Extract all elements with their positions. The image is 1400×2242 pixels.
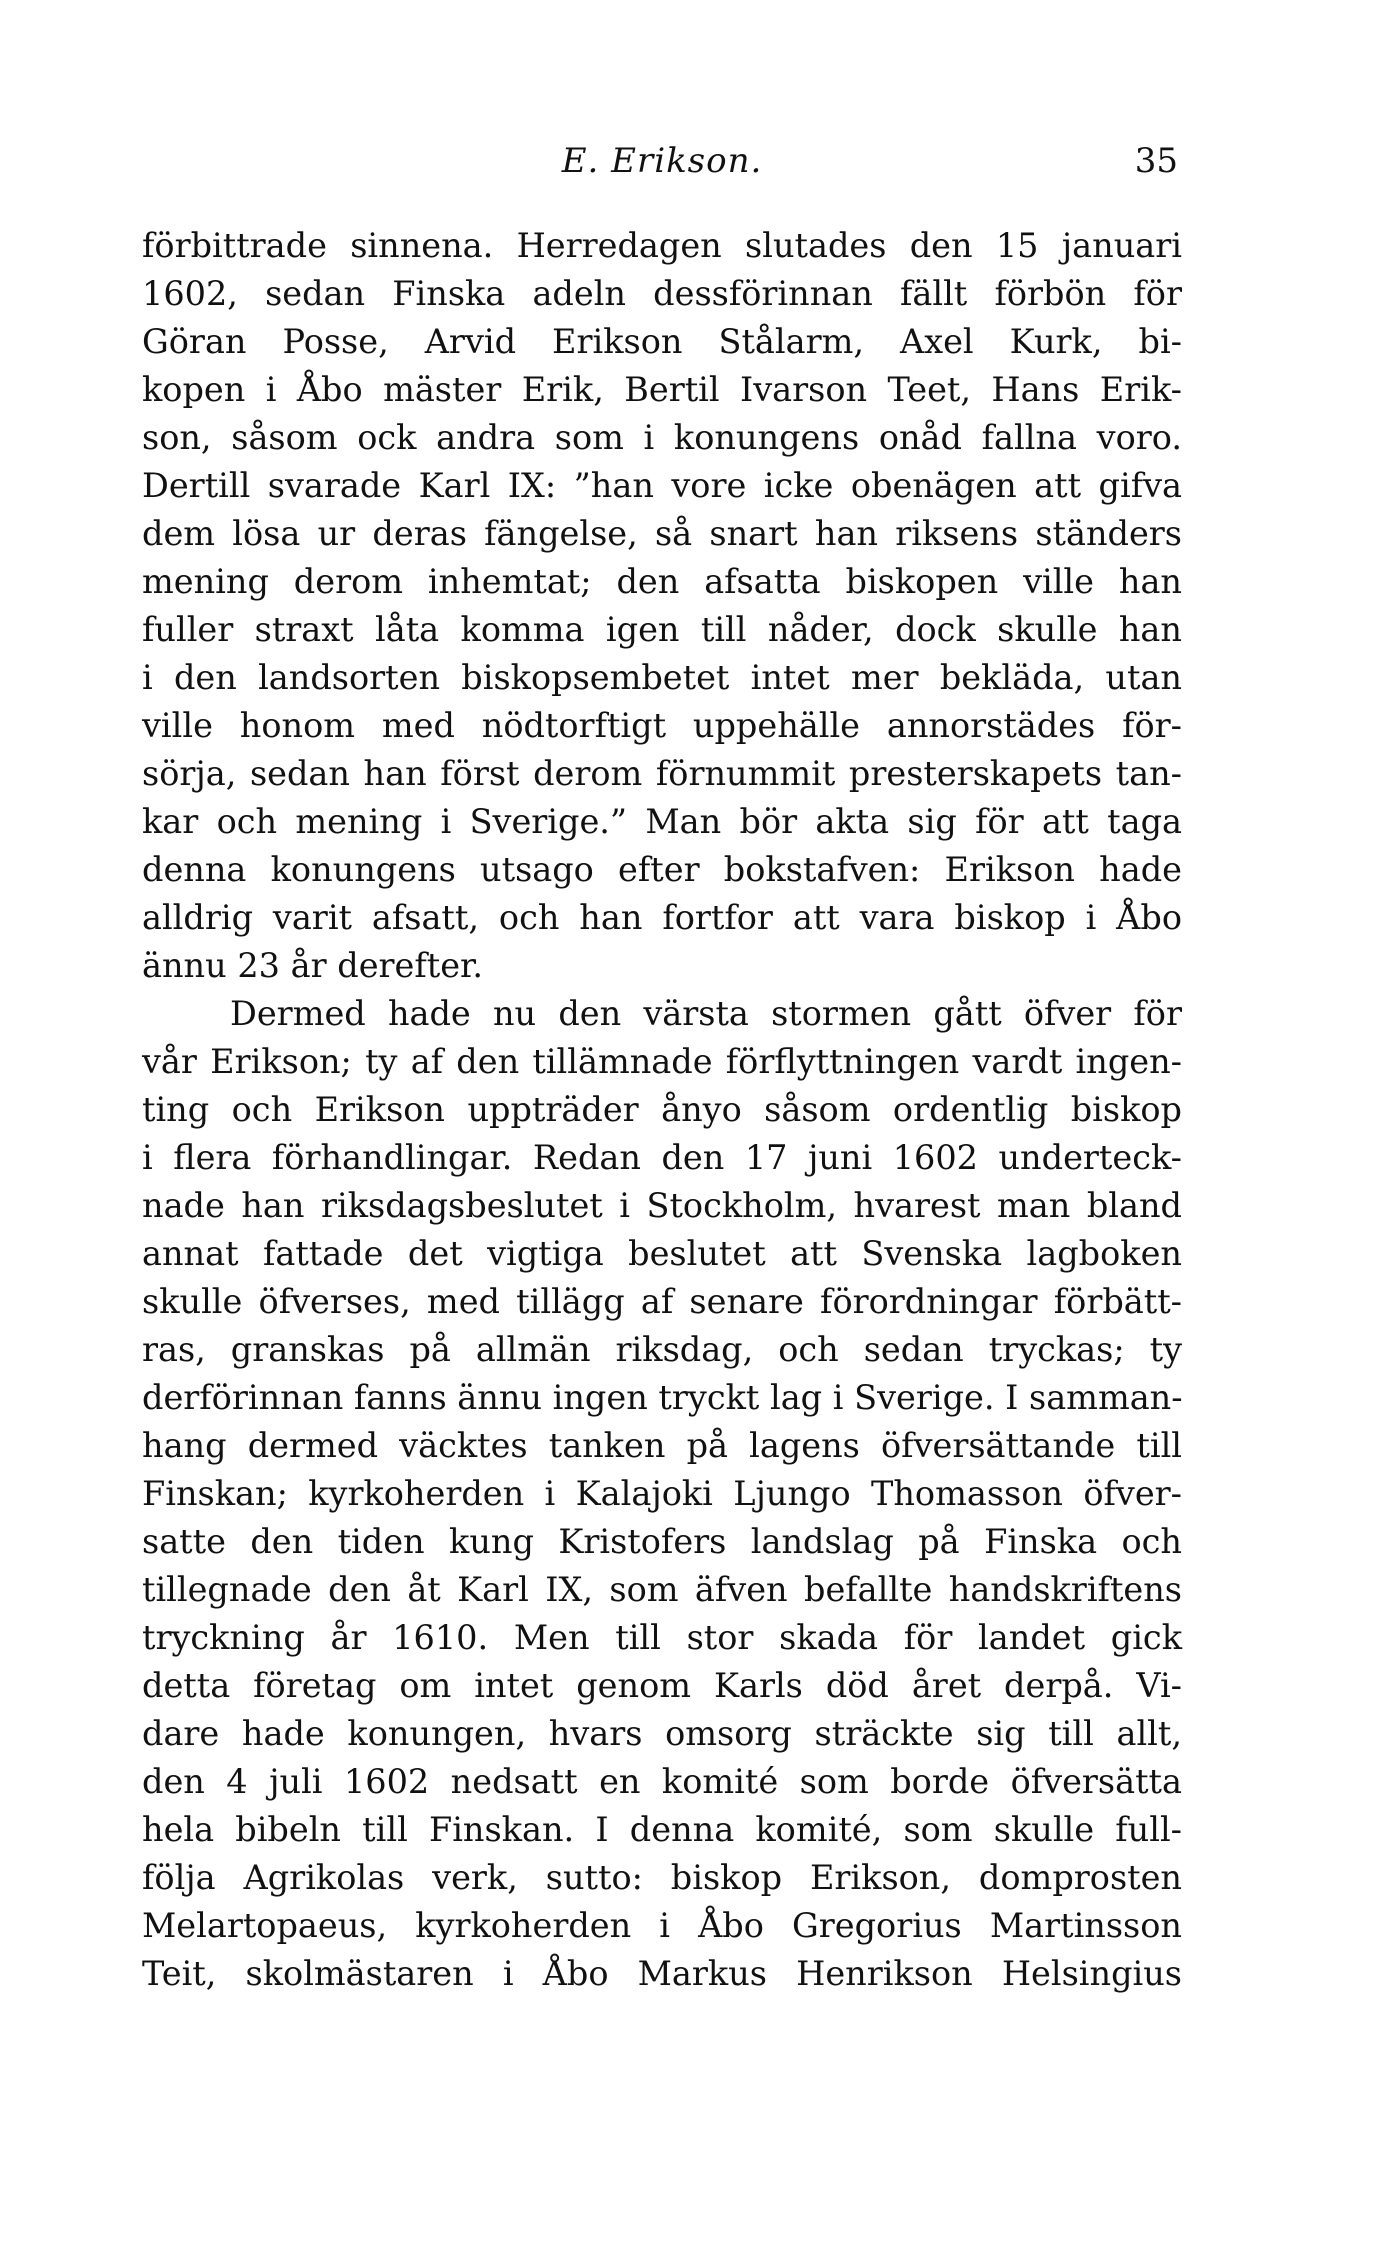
text-line: dem lösa ur deras fängelse, så snart han riksens ständers [142, 514, 1182, 553]
running-head: E. Erikson. [561, 141, 763, 181]
text-line: Göran Posse, Arvid Erikson Stålarm, Axel Kurk, bi- [142, 322, 1182, 361]
text-line: Teit, skolmästaren i Åbo Markus Henrikson Helsingius [142, 1954, 1182, 1993]
text-line: ville honom med nödtorftigt uppehälle annorstädes för- [142, 706, 1182, 745]
text-line: Dertill svarade Karl IX: ”han vore icke obenägen att gifva [142, 466, 1182, 505]
text-line: ännu 23 år derefter. [142, 946, 484, 985]
text-line: fuller straxt låta komma igen till nåder, dock skulle han [142, 610, 1182, 649]
text-line: den 4 juli 1602 nedsatt en komité som borde öfversätta [142, 1762, 1182, 1801]
text-line: kar och mening i Sverige.” Man bör akta sig för att taga [142, 802, 1182, 841]
text-line: 1602, sedan Finska adeln dessförinnan fällt förbön för [142, 274, 1182, 313]
text-line: vår Erikson; ty af den tillämnade förflyttningen vardt ingen- [142, 1042, 1182, 1081]
text-line: sörja, sedan han först derom förnummit presterskapets tan- [142, 754, 1182, 793]
text-line: i flera förhandlingar. Redan den 17 juni 1602 underteck- [142, 1138, 1182, 1177]
page-header [142, 136, 1182, 186]
text-line: dare hade konungen, hvars omsorg sträckte sig till allt, [142, 1714, 1182, 1753]
text-line: denna konungens utsago efter bokstafven: Erikson hade [142, 850, 1182, 889]
text-line: skulle öfverses, med tillägg af senare förordningar förbätt- [142, 1282, 1182, 1321]
text-line: detta företag om intet genom Karls död året derpå. Vi- [142, 1666, 1182, 1705]
text-line: hela bibeln till Finskan. I denna komité, som skulle full- [142, 1810, 1182, 1849]
text-line: alldrig varit afsatt, och han fortfor att vara biskop i Åbo [142, 898, 1182, 937]
text-line: satte den tiden kung Kristofers landslag på Finska och [142, 1522, 1182, 1561]
text-line: annat fattade det vigtiga beslutet att Svenska lagboken [142, 1234, 1182, 1273]
page-number: 35 [1134, 141, 1178, 181]
text-line: tillegnade den åt Karl IX, som äfven befallte handskriftens [142, 1570, 1182, 1609]
text-line: förbittrade sinnena. Herredagen slutades den 15 januari [142, 226, 1182, 265]
text-line: ras, granskas på allmän riksdag, och sedan tryckas; ty [142, 1330, 1182, 1369]
text-line: ting och Erikson uppträder ånyo såsom ordentlig biskop [142, 1090, 1182, 1129]
text-line: tryckning år 1610. Men till stor skada för landet gick [142, 1618, 1182, 1657]
text-line: i den landsorten biskopsembetet intet mer bekläda, utan [142, 658, 1182, 697]
text-line: nade han riksdagsbeslutet i Stockholm, hvarest man bland [142, 1186, 1182, 1225]
text-line: Finskan; kyrkoherden i Kalajoki Ljungo Thomasson öfver- [142, 1474, 1182, 1513]
text-line: derförinnan fanns ännu ingen tryckt lag i Sverige. I samman- [142, 1378, 1183, 1417]
text-line: Melartopaeus, kyrkoherden i Åbo Gregorius Martinsson [142, 1906, 1182, 1945]
text-line: mening derom inhemtat; den afsatta biskopen ville han [142, 562, 1182, 601]
text-line: son, såsom ock andra som i konungens onåd fallna voro. [142, 418, 1182, 457]
text-line: följa Agrikolas verk, sutto: biskop Erikson, domprosten [142, 1858, 1182, 1897]
text-line: Dermed hade nu den värsta stormen gått öfver för [230, 994, 1182, 1033]
body-text [142, 222, 1182, 1998]
text-line: hang dermed väcktes tanken på lagens öfversättande till [142, 1426, 1182, 1465]
text-line: kopen i Åbo mäster Erik, Bertil Ivarson Teet, Hans Erik- [142, 370, 1182, 409]
